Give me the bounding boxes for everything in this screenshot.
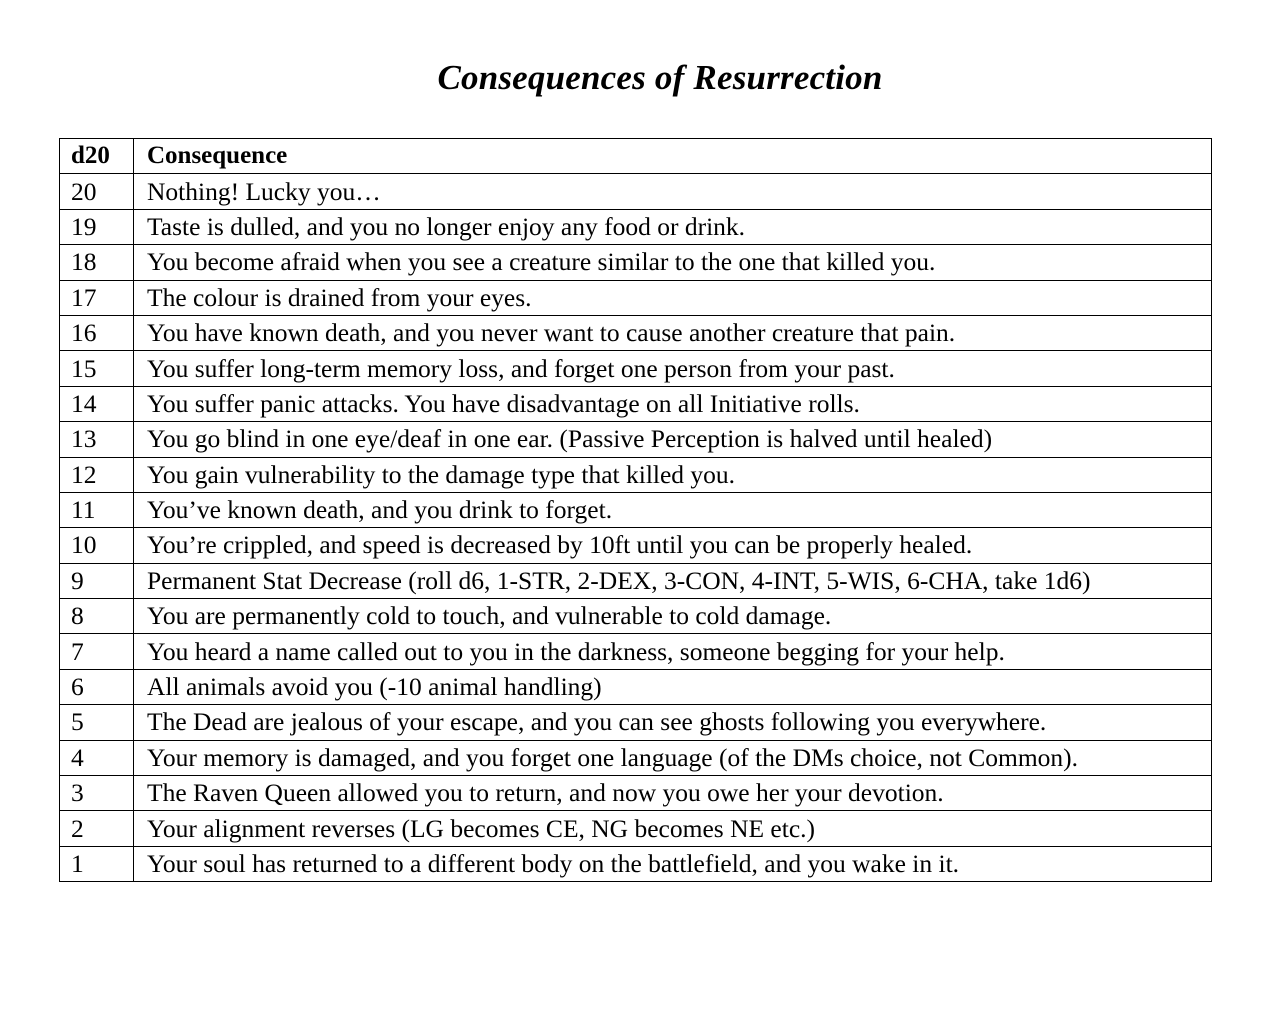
consequence-cell: You suffer panic attacks. You have disadvantage on all Initiative rolls. bbox=[134, 386, 1212, 421]
consequence-cell: You become afraid when you see a creature similar to the one that killed you. bbox=[134, 245, 1212, 280]
roll-cell: 18 bbox=[60, 245, 134, 280]
table-body bbox=[60, 174, 1212, 882]
consequence-cell: You suffer long-term memory loss, and forget one person from your past. bbox=[134, 351, 1212, 386]
column-header-consequence: Consequence bbox=[134, 139, 1212, 174]
roll-cell: 13 bbox=[60, 422, 134, 457]
table-row bbox=[60, 386, 1212, 421]
consequence-cell: Your memory is damaged, and you forget one language (of the DMs choice, not Common). bbox=[134, 740, 1212, 775]
table-row bbox=[60, 492, 1212, 527]
consequence-cell: All animals avoid you (-10 animal handling) bbox=[134, 669, 1212, 704]
roll-cell: 7 bbox=[60, 634, 134, 669]
table-row bbox=[60, 669, 1212, 704]
roll-cell: 12 bbox=[60, 457, 134, 492]
consequence-cell: The Dead are jealous of your escape, and you can see ghosts following you everywhere. bbox=[134, 705, 1212, 740]
table-row bbox=[60, 634, 1212, 669]
table-header-row bbox=[60, 139, 1212, 174]
roll-cell: 15 bbox=[60, 351, 134, 386]
table-row bbox=[60, 528, 1212, 563]
consequence-cell: Nothing! Lucky you… bbox=[134, 174, 1212, 209]
consequence-cell: You’re crippled, and speed is decreased by 10ft until you can be properly healed. bbox=[134, 528, 1212, 563]
table-row bbox=[60, 245, 1212, 280]
consequence-cell: The colour is drained from your eyes. bbox=[134, 280, 1212, 315]
table-row bbox=[60, 351, 1212, 386]
roll-cell: 8 bbox=[60, 599, 134, 634]
table-row bbox=[60, 174, 1212, 209]
roll-cell: 2 bbox=[60, 811, 134, 846]
roll-cell: 5 bbox=[60, 705, 134, 740]
consequence-cell: You are permanently cold to touch, and vulnerable to cold damage. bbox=[134, 599, 1212, 634]
roll-cell: 9 bbox=[60, 563, 134, 598]
consequence-cell: Your soul has returned to a different body on the battlefield, and you wake in it. bbox=[134, 846, 1212, 881]
column-header-d20: d20 bbox=[60, 139, 134, 174]
table-row bbox=[60, 422, 1212, 457]
consequence-cell: The Raven Queen allowed you to return, and now you owe her your devotion. bbox=[134, 776, 1212, 811]
roll-cell: 4 bbox=[60, 740, 134, 775]
roll-cell: 19 bbox=[60, 209, 134, 244]
consequence-cell: Taste is dulled, and you no longer enjoy any food or drink. bbox=[134, 209, 1212, 244]
consequence-cell: Permanent Stat Decrease (roll d6, 1-STR, 2-DEX, 3-CON, 4-INT, 5-WIS, 6-CHA, take 1d6) bbox=[134, 563, 1212, 598]
consequence-cell: You have known death, and you never want to cause another creature that pain. bbox=[134, 315, 1212, 350]
roll-cell: 14 bbox=[60, 386, 134, 421]
table-row bbox=[60, 740, 1212, 775]
page-title: Consequences of Resurrection bbox=[437, 58, 883, 97]
table-row bbox=[60, 811, 1212, 846]
consequence-cell: You’ve known death, and you drink to forget. bbox=[134, 492, 1212, 527]
roll-cell: 3 bbox=[60, 776, 134, 811]
consequences-table bbox=[59, 138, 1212, 882]
consequence-cell: You go blind in one eye/deaf in one ear. (Passive Perception is halved until healed) bbox=[134, 422, 1212, 457]
roll-cell: 20 bbox=[60, 174, 134, 209]
roll-cell: 17 bbox=[60, 280, 134, 315]
table-row bbox=[60, 705, 1212, 740]
roll-cell: 10 bbox=[60, 528, 134, 563]
table-row bbox=[60, 209, 1212, 244]
table-row bbox=[60, 280, 1212, 315]
table-row bbox=[60, 846, 1212, 881]
roll-cell: 6 bbox=[60, 669, 134, 704]
consequence-cell: You heard a name called out to you in the darkness, someone begging for your help. bbox=[134, 634, 1212, 669]
roll-cell: 16 bbox=[60, 315, 134, 350]
roll-cell: 1 bbox=[60, 846, 134, 881]
consequence-cell: You gain vulnerability to the damage type that killed you. bbox=[134, 457, 1212, 492]
table-row bbox=[60, 599, 1212, 634]
roll-cell: 11 bbox=[60, 492, 134, 527]
consequence-cell: Your alignment reverses (LG becomes CE, NG becomes NE etc.) bbox=[134, 811, 1212, 846]
table-row bbox=[60, 457, 1212, 492]
table-row bbox=[60, 563, 1212, 598]
table-row bbox=[60, 315, 1212, 350]
table-row bbox=[60, 776, 1212, 811]
